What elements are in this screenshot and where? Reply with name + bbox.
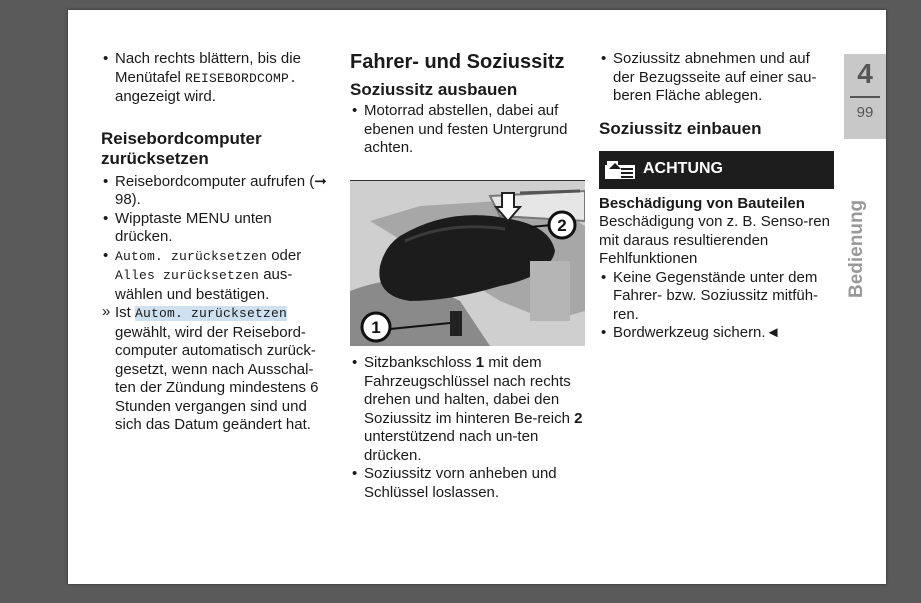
list-item (599, 324, 834, 343)
column-left (101, 50, 333, 435)
list-intro (101, 50, 333, 107)
text-run: Ist (115, 304, 136, 321)
list-item (599, 50, 834, 106)
chapter-label-text: Bedienung (846, 199, 867, 298)
callout-1-label: 1 (371, 318, 381, 337)
section-heading-reset: Reisebordcomputer zurücksetzen (101, 128, 262, 168)
chapter-tab (844, 54, 886, 139)
column-middle (350, 50, 585, 158)
warning-motorcycle-icon (605, 159, 635, 181)
list-remove-final (599, 50, 834, 106)
seat-photo (350, 180, 585, 346)
list-remove-intro (350, 102, 585, 158)
list-item (101, 50, 333, 107)
text-run: Soziussitz abnehmen und auf der Bezugsseite auf einer sau-beren Fläche ablegen. (613, 50, 817, 104)
menu-term: REISEBORDCOMP. (185, 70, 298, 86)
list-item (101, 247, 333, 305)
text-run: Keine Gegenstände unter dem Fahrer- bzw. Soziussitz mitfüh-ren. (613, 268, 819, 323)
list-item (350, 465, 585, 502)
text-run: aus-wählen und bestätigen. (115, 266, 293, 303)
menu-term: Autom. zurücksetzen (115, 248, 268, 264)
column-middle-lower (350, 354, 585, 502)
text-run: 1 (475, 354, 485, 371)
text-run: Sitzbankschloss (364, 354, 476, 371)
text-run: 2 (574, 409, 583, 427)
section-heading-remove: Soziussitz ausbauen (350, 80, 518, 99)
text-run: unterstützend nach un-ten drücken. (364, 428, 539, 464)
text-run: oder (267, 246, 302, 264)
warning-text: Beschädigung von z. B. Senso-ren mit daraus resultierenden Fehlfunktionen (599, 213, 830, 267)
list-item (350, 102, 585, 158)
text-run: Nach rechts blättern, bis die Menütafel (115, 50, 301, 86)
text-run: Motorrad abstellen, dabei auf ebenen und festen Untergrund achten. (364, 102, 568, 156)
chapter-number: 4 (857, 58, 873, 89)
list-item (350, 354, 585, 465)
chapter-side-label (826, 188, 906, 298)
list-item (101, 210, 333, 247)
warning-banner (599, 151, 834, 189)
list-reset-steps (101, 173, 333, 435)
list-remove-steps (350, 354, 585, 502)
page-title: Fahrer- und Soziussitz (350, 51, 565, 73)
text-run: Reisebordcomputer aufrufen (➞ 98). (115, 172, 327, 208)
list-item (101, 173, 333, 210)
warning-title: Beschädigung von Bauteilen (599, 194, 805, 212)
manual-page (68, 10, 886, 584)
text-run: Soziussitz vorn anheben und Schlüssel loslassen. (364, 465, 557, 501)
text-run: gewählt, wird der Reisebord-computer automatisch zurück-gesetzt, wenn nach Ausschal-ten der Zündung mindestens 6 Stunden vergangen sind und sich das Datum geändert hat. (115, 323, 319, 433)
callout-2-label: 2 (557, 216, 567, 235)
text-run: Wipptaste MENU unten drücken. (115, 209, 272, 245)
menu-term: Autom. zurücksetzen (135, 306, 288, 321)
chapter-divider (850, 96, 880, 98)
text-run: Bordwerkzeug sichern.◄ (613, 324, 781, 341)
motorcycle-seat-illustration (350, 181, 585, 346)
warning-label: ACHTUNG (643, 160, 723, 178)
page-number: 99 (856, 104, 874, 121)
column-right (599, 50, 834, 343)
result-item (101, 304, 333, 435)
text-run: angezeigt wird. (115, 88, 216, 105)
menu-term: Alles zurücksetzen (115, 268, 260, 283)
list-install-steps (599, 269, 834, 343)
list-item (599, 269, 834, 325)
text-run: mit dem Fahrzeugschlüssel nach rechts drehen und halten, dabei den Soziussitz im hinteren Be-reich (364, 354, 575, 427)
section-heading-install: Soziussitz einbauen (599, 118, 762, 138)
